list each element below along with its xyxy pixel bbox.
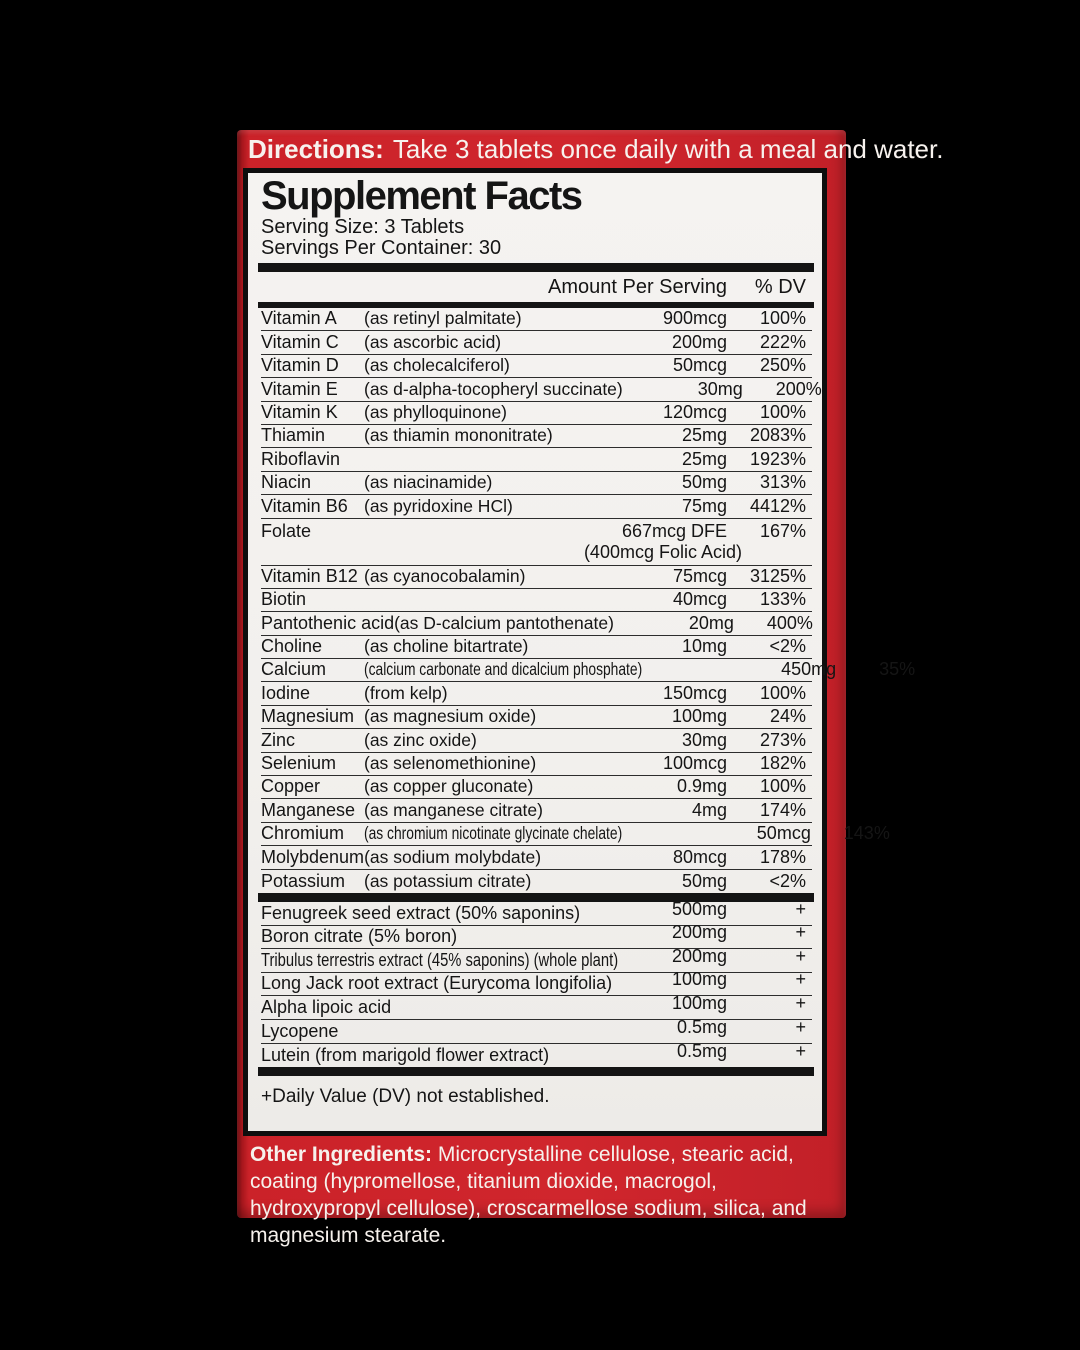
botanical-amount: 100mg: [671, 969, 727, 990]
nutrient-name: Biotin: [261, 589, 307, 610]
other-ingredients-label: Other Ingredients:: [250, 1143, 433, 1166]
nutrient-amount: 667mcg DFE: [621, 520, 727, 541]
nutrient-dv: 100%: [759, 682, 806, 703]
nutrient-dv: 273%: [759, 729, 806, 750]
nutrient-amount-line2: (400mcg Folic Acid): [583, 541, 742, 562]
nutrient-dv: 100%: [759, 401, 806, 422]
nutrient-name: Potassium: [261, 870, 346, 891]
nutrient-dv: 100%: [759, 308, 806, 329]
botanical-name: Tribulus terrestris extract (45% saponins) (whole plant): [261, 949, 619, 970]
nutrient-source: (as magnesium oxide): [364, 706, 537, 727]
botanical-dv-plus: +: [795, 1041, 806, 1062]
divider-thick: [258, 263, 814, 272]
nutrient-name: Vitamin B6: [261, 495, 348, 516]
nutrient-row: [261, 870, 812, 893]
nutrient-name: Vitamin A: [261, 308, 337, 329]
nutrient-name: Copper: [261, 776, 321, 797]
supplement-box: [237, 130, 944, 1247]
nutrient-dv: <2%: [769, 636, 806, 657]
botanical-dv-plus: +: [795, 1016, 806, 1037]
nutrient-amount: 10mg: [681, 636, 727, 657]
nutrient-dv: 400%: [766, 612, 813, 633]
nutrient-row: [261, 519, 812, 566]
nutrient-row: [261, 331, 812, 354]
nutrient-name: Vitamin E: [261, 378, 338, 399]
nutrient-amount: 4mg: [691, 799, 727, 820]
supplement-facts-panel: [243, 168, 916, 1136]
servings-per-container: Servings Per Container: 30: [261, 237, 502, 259]
nutrient-row: [261, 378, 822, 401]
nutrient-amount: 50mcg: [756, 823, 811, 844]
nutrient-amount: 75mg: [681, 495, 727, 516]
nutrient-amount: 100mcg: [662, 753, 727, 774]
nutrient-dv: 174%: [759, 799, 806, 820]
nutrient-source: (calcium carbonate and dicalcium phosphate): [364, 659, 643, 680]
botanical-dv-plus: +: [795, 922, 806, 943]
botanical-dv-plus: +: [795, 992, 806, 1013]
nutrient-amount: 120mcg: [662, 401, 727, 422]
nutrient-amount: 150mcg: [662, 682, 727, 703]
nutrient-name: Selenium: [261, 753, 337, 774]
nutrient-row: [261, 402, 812, 425]
nutrient-row: [261, 682, 812, 705]
nutrient-name: Manganese: [261, 799, 356, 820]
nutrient-amount: 20mg: [688, 612, 734, 633]
botanical-name: Long Jack root extract (Eurycoma longifolia): [261, 973, 613, 994]
nutrient-name: Pantothenic acid: [261, 612, 395, 633]
nutrient-name: Vitamin B12: [261, 565, 358, 586]
nutrient-row: [261, 753, 812, 776]
nutrient-source: (from kelp): [364, 682, 448, 703]
nutrient-source: (as zinc oxide): [364, 729, 477, 750]
botanical-name: Lutein (from marigold flower extract): [261, 1045, 550, 1066]
nutrient-name: Magnesium: [261, 706, 355, 727]
nutrient-source: (as selenomethionine): [364, 753, 537, 774]
nutrient-dv: 143%: [843, 823, 890, 844]
botanical-name: Boron citrate (5% boron): [261, 926, 458, 947]
panel-title: Supplement Facts: [261, 174, 582, 218]
botanical-name: Alpha lipoic acid: [261, 996, 392, 1017]
nutrient-row: [261, 472, 812, 495]
nutrient-row: [261, 776, 812, 799]
nutrient-source: (as niacinamide): [364, 472, 493, 493]
nutrient-name: Riboflavin: [261, 448, 341, 469]
nutrient-source: (as thiamin mononitrate): [364, 425, 553, 446]
nutrient-dv: 200%: [775, 378, 822, 399]
nutrient-dv: 178%: [759, 846, 806, 867]
nutrient-source: (as chromium nicotinate glycinate chelate): [364, 823, 623, 844]
nutrient-dv: 100%: [759, 776, 806, 797]
nutrient-row: [261, 448, 812, 471]
botanical-dv-plus: +: [795, 969, 806, 990]
nutrient-row: [261, 612, 812, 635]
directions-label: Directions:: [248, 133, 384, 164]
nutrient-source: (as cholecalciferol): [364, 355, 510, 376]
nutrient-amount: 900mcg: [662, 308, 727, 329]
directions-bar: [248, 130, 944, 168]
nutrient-source: (as manganese citrate): [364, 799, 543, 820]
nutrient-dv: 24%: [769, 706, 806, 727]
botanical-name: Fenugreek seed extract (50% saponins): [261, 902, 581, 923]
serving-size: Serving Size: 3 Tablets: [261, 216, 465, 238]
botanical-dv-plus: +: [795, 898, 806, 919]
nutrient-amount: 30mg: [681, 729, 727, 750]
nutrient-name: Niacin: [261, 472, 312, 493]
nutrient-dv: 35%: [879, 659, 916, 680]
nutrient-row: [261, 636, 812, 659]
nutrient-row: [261, 706, 812, 729]
nutrient-name: Zinc: [261, 729, 296, 750]
nutrient-dv: 182%: [759, 753, 806, 774]
nutrient-dv: 167%: [759, 520, 806, 541]
header-percent-dv: % DV: [754, 275, 806, 298]
botanical-amount: 0.5mg: [676, 1041, 727, 1062]
dv-footnote: +Daily Value (DV) not established.: [261, 1086, 550, 1108]
nutrient-source: (as potassium citrate): [364, 870, 532, 891]
nutrient-name: Choline: [261, 636, 323, 657]
nutrient-source: (as sodium molybdate): [364, 846, 542, 867]
nutrient-dv: 2083%: [749, 425, 806, 446]
nutrient-name: Vitamin K: [261, 401, 338, 422]
nutrient-amount: 50mcg: [672, 355, 727, 376]
nutrient-name: Folate: [261, 520, 312, 541]
nutrient-row: [261, 846, 812, 869]
nutrient-source: (as cyanocobalamin): [364, 565, 526, 586]
botanical-row: [261, 1041, 812, 1068]
nutrient-dv: 133%: [759, 589, 806, 610]
nutrient-amount: 75mcg: [672, 565, 727, 586]
other-ingredients: [250, 1141, 830, 1249]
nutrient-source: (as ascorbic acid): [364, 331, 502, 352]
botanical-row: [261, 1016, 812, 1044]
nutrient-amount: 0.9mg: [676, 776, 727, 797]
nutrient-dv: 250%: [759, 355, 806, 376]
nutrient-name: Chromium: [261, 823, 345, 844]
nutrient-amount: 450mg: [781, 659, 837, 680]
nutrient-amount: 50mg: [681, 870, 727, 891]
nutrient-name: Calcium: [261, 659, 327, 680]
nutrient-name: Vitamin C: [261, 331, 339, 352]
nutrient-amount: 80mcg: [672, 846, 727, 867]
botanical-amount: 500mg: [671, 898, 727, 919]
nutrient-row: [261, 799, 812, 822]
nutrient-source: (as choline bitartrate): [364, 636, 529, 657]
nutrient-dv: <2%: [769, 870, 806, 891]
botanical-dv-plus: +: [795, 945, 806, 966]
nutrient-row: [261, 425, 812, 448]
nutrient-amount: 200mg: [671, 331, 727, 352]
nutrient-dv: 1923%: [749, 448, 806, 469]
nutrient-name: Molybdenum: [261, 846, 365, 867]
nutrient-dv: 313%: [759, 472, 806, 493]
nutrient-amount: 25mg: [681, 448, 727, 469]
nutrient-rows: [261, 308, 916, 893]
nutrient-dv: 222%: [759, 331, 806, 352]
botanical-amount: 200mg: [671, 945, 727, 966]
nutrient-row: [261, 823, 890, 846]
table-header: [261, 272, 812, 302]
botanical-rows: [261, 898, 812, 1067]
nutrient-row: [261, 355, 812, 378]
botanical-amount: 0.5mg: [676, 1016, 727, 1037]
nutrient-dv: 4412%: [749, 495, 806, 516]
nutrient-source: (as pyridoxine HCl): [364, 495, 513, 516]
nutrient-row: [261, 659, 916, 682]
nutrient-name: Iodine: [261, 682, 311, 703]
nutrient-amount: 50mg: [681, 472, 727, 493]
directions-text: Take 3 tablets once daily with a meal and water.: [392, 133, 944, 164]
nutrient-source: (as phylloquinone): [364, 401, 508, 422]
nutrient-amount: 25mg: [681, 425, 727, 446]
nutrient-source: (as copper gluconate): [364, 776, 534, 797]
header-amount-per-serving: Amount Per Serving: [548, 275, 727, 298]
nutrient-row: [261, 566, 812, 589]
nutrient-row: [261, 495, 812, 518]
nutrient-source: (as D-calcium pantothenate): [394, 612, 614, 633]
nutrient-amount: 40mcg: [672, 589, 727, 610]
nutrient-name: Vitamin D: [261, 355, 339, 376]
nutrient-amount: 100mg: [671, 706, 727, 727]
other-ingredients-text: Microcrystalline cellulose, stearic acid, coating (hypromellose, titanium dioxide, macrogol, hydroxypropyl cellulose), croscarmellose sodium, silica, and magnesium stearate.: [250, 1143, 807, 1247]
botanical-amount: 100mg: [671, 992, 727, 1013]
botanical-name: Lycopene: [261, 1020, 339, 1041]
nutrient-source: (as retinyl palmitate): [364, 308, 522, 329]
nutrient-row: [261, 308, 812, 331]
nutrient-row: [261, 589, 812, 612]
nutrient-name: Thiamin: [261, 425, 326, 446]
divider-thick: [258, 1067, 814, 1076]
botanical-amount: 200mg: [671, 922, 727, 943]
nutrient-source: (as d-alpha-tocopheryl succinate): [364, 378, 623, 399]
nutrient-dv: 3125%: [749, 565, 806, 586]
nutrient-row: [261, 729, 812, 752]
nutrient-amount: 30mg: [697, 378, 743, 399]
